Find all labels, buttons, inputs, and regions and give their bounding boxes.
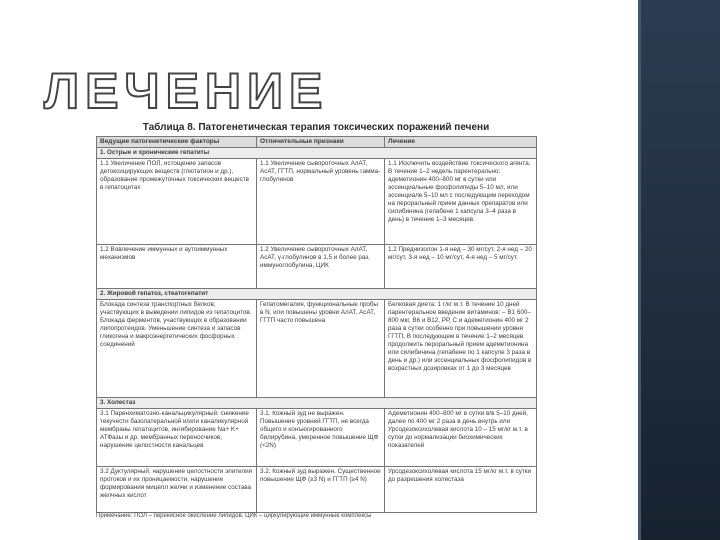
table-row	[97, 409, 537, 467]
table-cell: 1.2 Преднизолон 1-я нед – 30 мг/сут, 2-я нед – 20 мг/сут, 3-я нед – 10 мг/сут, 4-я нед – 5 мг/сут.	[385, 245, 537, 289]
section-cholestasis: 3. Холестаз	[97, 398, 537, 409]
table-cell: Блокада синтеза транспортных белков, участвующих в выведении липидов из гепатоцитов. Блокада ферментов, участвующих в образовании липопротеидов. Уменьшение синтеза и запасов гликогена и макроэнергетических фосфорных соединений	[97, 300, 257, 398]
therapy-table	[96, 136, 537, 513]
slide-title: ЛЕЧЕНИЕ	[44, 63, 329, 119]
table-cell: 1.1 Увеличение сывороточных АлАТ, АсАТ, ГГТП, нормальный уровень гамма-глобулинов	[257, 159, 385, 245]
table-cell: Адеметионин 400–800 мг в сутки в/в 5–10 дней, далее по 400 мг 2 раза в день внутрь или Урсодезоксихолевая кислота 10 – 15 мг/кг м.т. в сутки до нормализации биохимических показателей	[385, 409, 537, 467]
header-factors: Ведущие патогенетические факторы	[97, 137, 257, 148]
document-image	[96, 122, 536, 520]
table-row	[97, 159, 537, 245]
table-header-row	[97, 137, 537, 148]
table-cell: 3.2. Кожный зуд выражен. Существенное повышение ЩФ (≥3 N) и ГГТП (≥4 N)	[257, 467, 385, 513]
table-footnote: Примечание: ПОЛ – перекисное окисление липидов, ЦИК – циркулирующие иммунные комплексы	[96, 513, 372, 519]
table-cell: Белковая диета: 1 г/кг м.т. В течение 10 дней парентеральное введение витаминов: – В1 600–800 мкг, В6 и В12, РР, С и адеметионин 400 мг 2 раза в сутки особенно при повышении уровня ГГТП; В последующем в течение 1–2 месяцев продолжить пероральный прием адеметионина или силибинина (гепабене по 1 капсуле 3 раза в день и др.) или эссенциальных фосфолипидов в возрастных дозировках от 1 до 3 месяцев	[385, 300, 537, 398]
table-cell: 3.1. Кожный зуд не выражен. Повышение уровней ГГТП, не всегда общего и конъюгированного билирубина, умеренное повышение ЩФ (<2N)	[257, 409, 385, 467]
table-cell: Урсодезоксихолевая кислота 15 мг/кг м.т. в сутки до разрешения холестаза	[385, 467, 537, 513]
table-cell: 3.1 Паренхиматозно-канальцикулярный: снижение текучести базолатеральной и/или каналикулярной мембраны гепатоцитов, ингибирование Na+ K+ АТФазы и др. мембранных переносчиков, нарушение целостности канальцев	[97, 409, 257, 467]
table-cell: Гепатомегалия, функциональные пробы в N, или повышены уровни АлАТ, АсАТ, ГГТП часто повышена	[257, 300, 385, 398]
decorative-side-panel	[638, 0, 720, 540]
section-row	[97, 148, 537, 159]
section-row	[97, 289, 537, 300]
section-steatosis: 2. Жировой гепатоз, стеатогепатит	[97, 289, 537, 300]
section-hepatitis: 1. Острые и хронические гепатиты	[97, 148, 537, 159]
table-cell: 1.1 Исключить воздействие токсического агента. В течение 1–2 недель парентерально: адеметионин 400–800 мг в сутки или эссенциальные фосфолипиды 5–10 мл, или эссенциале 5–10 мл с последующим переходом на пероральный прием данных препаратов или силибинина (гепабене 1 капсула 3–4 раза в день) в течение 1–3 месяцев.	[385, 159, 537, 245]
table-cell: 1.2 Вовлечение иммунных и аутоиммунных механизмов	[97, 245, 257, 289]
table-cell: 1.2 Увеличение сывороточных АлАТ, АсАТ, γ-глобулинов в 1,5 и более раз, иммуноглобулина, ЦИК	[257, 245, 385, 289]
table-row	[97, 245, 537, 289]
table-cell: 1.1 Увеличение ПОЛ, истощение запасов детоксицирующих веществ (глютатион и др.), образование промежуточных токсических веществ в гепатоцитах	[97, 159, 257, 245]
table-row	[97, 467, 537, 513]
table-title: Таблица 8. Патогенетическая терапия токсических поражений печени	[142, 122, 490, 133]
section-row	[97, 398, 537, 409]
header-treatment: Лечение	[385, 137, 537, 148]
table-cell: 3.2 Дуктулярный: нарушение целостности эпителия протоков и их проницаемости, нарушение формирования мицелл желчи и изменение состава желчных кислот	[97, 467, 257, 513]
header-signs: Отличительные признаки	[257, 137, 385, 148]
table-row	[97, 300, 537, 398]
